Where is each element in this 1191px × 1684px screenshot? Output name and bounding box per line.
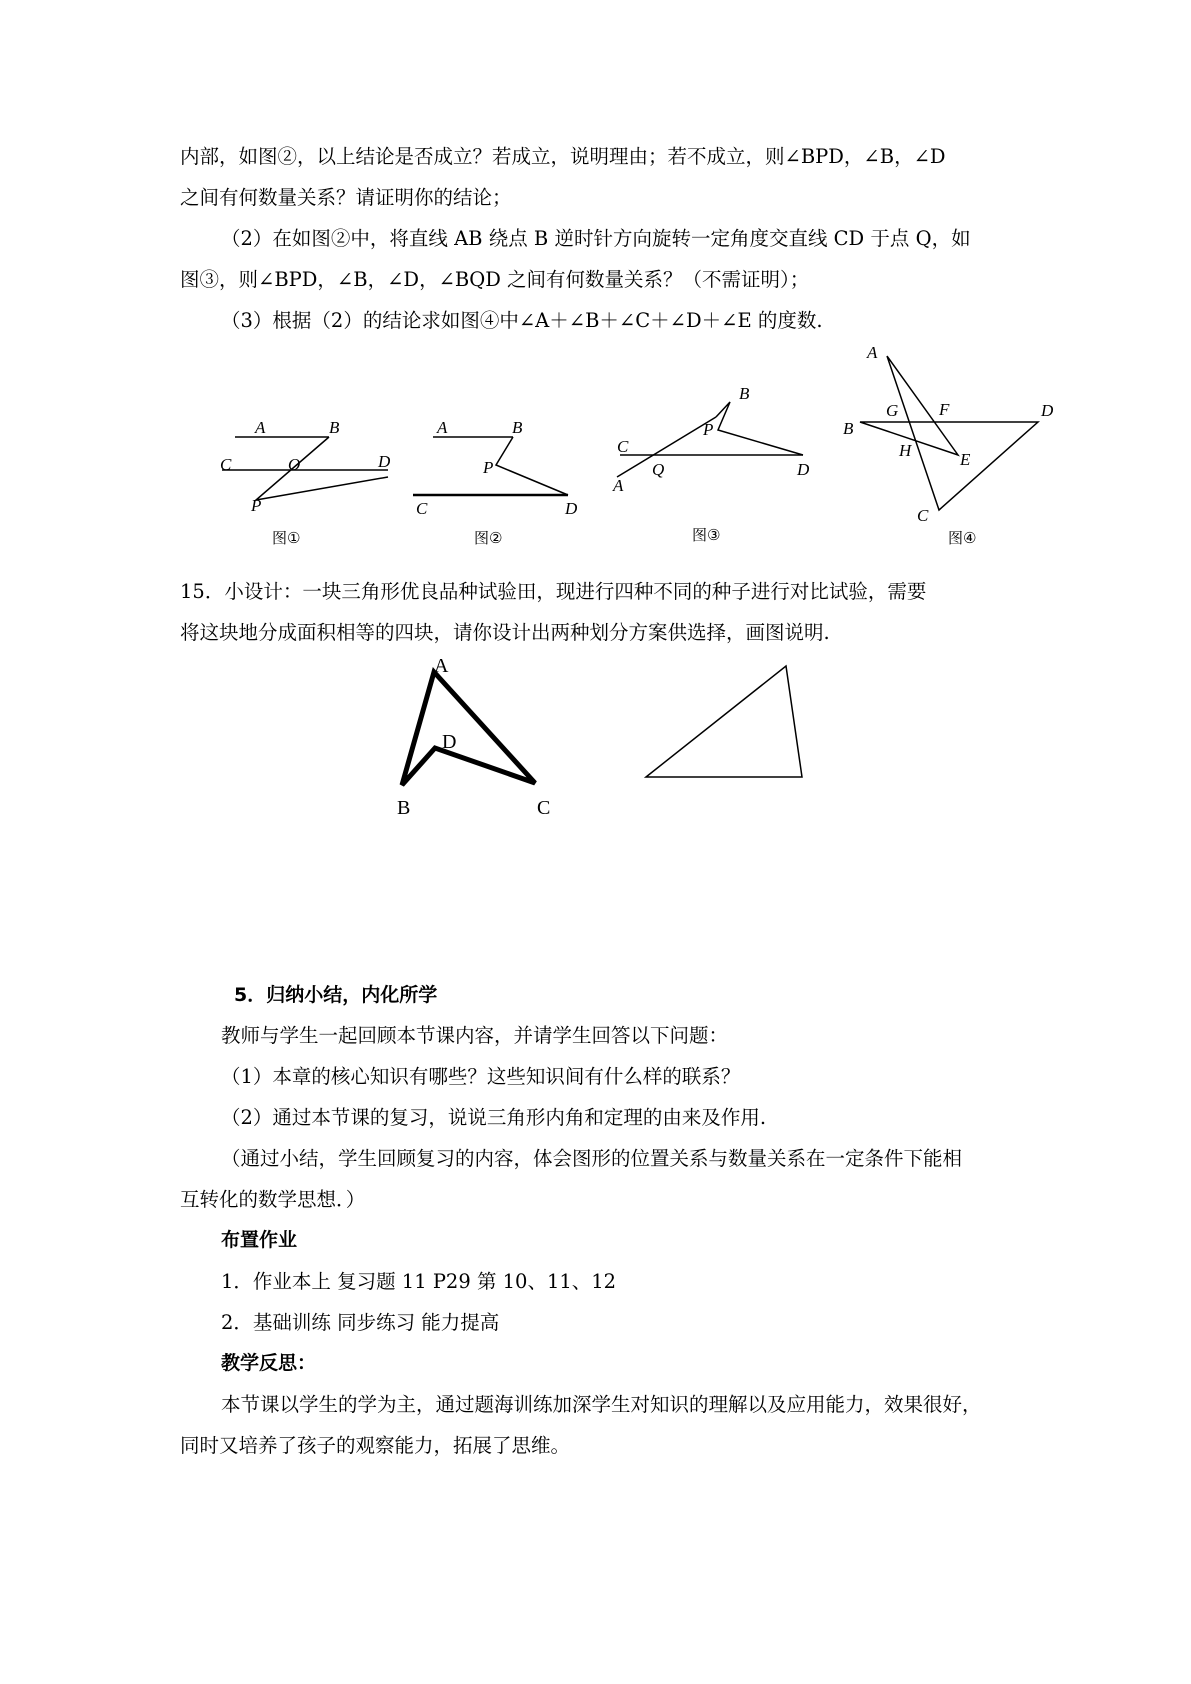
fig3-label-c: C bbox=[617, 437, 629, 456]
text-line-2: 之间有何数量关系？请证明你的结论； bbox=[180, 186, 512, 209]
fig2-label-p: P bbox=[483, 458, 494, 477]
fig3-label-p: P bbox=[703, 420, 714, 439]
fig4-label-d: D bbox=[1041, 401, 1054, 420]
section-heading-summary: 5．归纳小结，内化所学 bbox=[234, 984, 438, 1006]
fig2-caption: 图② bbox=[474, 529, 503, 547]
fig4-caption: 图④ bbox=[948, 529, 977, 547]
fig1-label-b: B bbox=[329, 418, 340, 437]
figure-4 bbox=[860, 356, 1038, 510]
fig5-label-a: A bbox=[434, 655, 449, 677]
text-line-15: 本节课以学生的学为主，通过题海训练加深学生对知识的理解以及应用能力，效果很好， bbox=[221, 1393, 982, 1416]
fig1-label-a: A bbox=[255, 418, 266, 437]
fig3-caption: 图③ bbox=[692, 526, 721, 544]
text-line-1: 内部，如图②，以上结论是否成立？若成立，说明理由；若不成立，则∠BPD，∠B，∠D bbox=[180, 145, 946, 168]
figure-5-quadrilateral bbox=[402, 672, 535, 785]
figure-1 bbox=[222, 437, 388, 500]
section-heading-reflection: 教学反思： bbox=[221, 1352, 317, 1374]
text-line-14: 2．基础训练 同步练习 能力提高 bbox=[221, 1311, 500, 1334]
text-line-7: 将这块地分成面积相等的四块，请你设计出两种划分方案供选择，画图说明. bbox=[180, 621, 830, 644]
fig1-label-p: P bbox=[251, 496, 262, 515]
fig2-label-d: D bbox=[565, 499, 578, 518]
figure-3 bbox=[617, 402, 803, 477]
fig4-label-c: C bbox=[917, 506, 929, 525]
fig1-label-d: D bbox=[378, 452, 391, 471]
fig2-label-b: B bbox=[512, 418, 523, 437]
fig3-label-a: A bbox=[613, 476, 624, 495]
text-line-12: 互转化的数学思想．） bbox=[180, 1188, 366, 1211]
text-line-6: 15．小设计：一块三角形优良品种试验田，现进行四种不同的种子进行对比试验，需要 bbox=[180, 580, 927, 603]
text-line-4: 图③，则∠BPD，∠B，∠D，∠BQD 之间有何数量关系？（不需证明）； bbox=[180, 268, 810, 291]
text-line-16: 同时又培养了孩子的观察能力，拓展了思维。 bbox=[180, 1434, 571, 1457]
text-line-5: （3）根据（2）的结论求如图④中∠A＋∠B＋∠C＋∠D＋∠E 的度数. bbox=[221, 309, 823, 332]
fig2-label-a: A bbox=[437, 418, 448, 437]
fig1-label-o: O bbox=[288, 455, 301, 474]
fig2-label-c: C bbox=[416, 499, 428, 518]
fig4-label-f: F bbox=[939, 400, 950, 419]
section-heading-homework: 布置作业 bbox=[221, 1229, 298, 1251]
fig1-label-c: C bbox=[220, 455, 232, 474]
text-line-8: 教师与学生一起回顾本节课内容，并请学生回答以下问题： bbox=[221, 1024, 729, 1047]
text-line-13: 1．作业本上 复习题 11 P29 第 10、11、12 bbox=[221, 1270, 617, 1293]
fig5-label-b: B bbox=[397, 797, 411, 819]
text-line-9: （1）本章的核心知识有哪些？这些知识间有什么样的联系？ bbox=[221, 1065, 741, 1088]
fig1-caption: 图① bbox=[272, 529, 301, 547]
fig5-label-c: C bbox=[537, 797, 551, 819]
figure-6-triangle bbox=[646, 666, 802, 777]
text-line-11: （通过小结，学生回顾复习的内容，体会图形的位置关系与数量关系在一定条件下能相 bbox=[221, 1147, 963, 1170]
fig4-label-e: E bbox=[960, 450, 971, 469]
text-line-10: （2）通过本节课的复习，说说三角形内角和定理的由来及作用. bbox=[221, 1106, 767, 1129]
fig4-label-g: G bbox=[886, 401, 899, 420]
fig4-label-h: H bbox=[899, 441, 912, 460]
fig3-label-d: D bbox=[797, 460, 810, 479]
fig4-label-a: A bbox=[867, 343, 878, 362]
text-line-3: （2）在如图②中，将直线 AB 绕点 B 逆时针方向旋转一定角度交直线 CD 于点 Q，如 bbox=[221, 227, 971, 250]
fig3-label-q: Q bbox=[652, 460, 665, 479]
fig5-label-d: D bbox=[442, 731, 457, 753]
fig3-label-b: B bbox=[739, 384, 750, 403]
fig4-label-b: B bbox=[843, 419, 854, 438]
